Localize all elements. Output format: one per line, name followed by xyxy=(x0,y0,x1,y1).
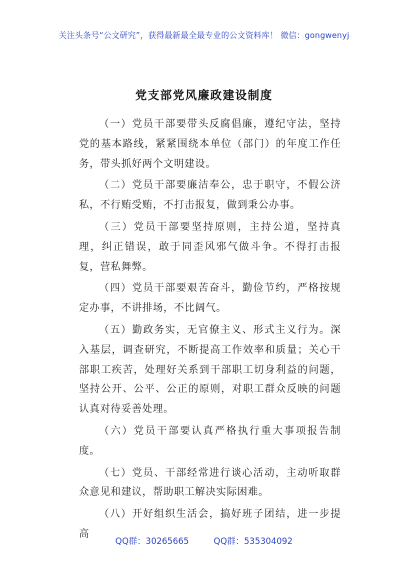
paragraph-2: （二）党员干部要廉洁奉公，忠于职守，不假公济私，不行贿受贿，不打击报复，做到秉公办事。 xyxy=(79,180,341,212)
document-body xyxy=(79,115,341,545)
header-banner: 关注头条号“公文研究”，获得最新最全最专业的公文资料库！ 微信：gongwenyj xyxy=(58,31,350,40)
paragraph-5: （五）勤政务实，无官僚主义、形式主义行为。深入基层，调查研究，不断提高工作效率和质量；关心干部职工疾苦，处理好关系到干部职工切身利益的问题，坚持公开、公平、公正的原则，对职工群众反映的问题认真对待妥善处理。 xyxy=(79,324,341,416)
paragraph-4: （四）党员干部要艰苦奋斗，勤俭节约，严格按规定办事，不讲排场，不比阔气。 xyxy=(79,283,341,315)
paragraph-3: （三）党员干部要坚持原则，主持公道，坚持真理，纠正错误，敢于同歪风邪气做斗争。不得打击报复，营私舞弊。 xyxy=(79,221,341,273)
paragraph-6: （六）党员干部要认真严格执行重大事项报告制度。 xyxy=(79,425,341,457)
paragraph-8: （八）开好组织生活会，搞好班子团结，进一步提高 xyxy=(79,509,341,540)
paragraph-7: （七）党员、干部经常进行谈心活动，主动听取群众意见和建议，帮助职工解决实际困难。 xyxy=(79,467,341,499)
paragraph-1: （一）党员干部要带头反腐倡廉，遵纪守法，坚持党的基本路线，紧紧围绕本单位（部门）的年度工作任务，带头抓好两个文明建设。 xyxy=(79,119,341,170)
footer xyxy=(0,535,408,547)
footer-qq-group-1: QQ群：30265665 xyxy=(115,537,189,547)
footer-qq-group-2: QQ群：535304092 xyxy=(213,537,293,547)
page-title: 党支部党风廉政建设制度 xyxy=(135,88,273,102)
